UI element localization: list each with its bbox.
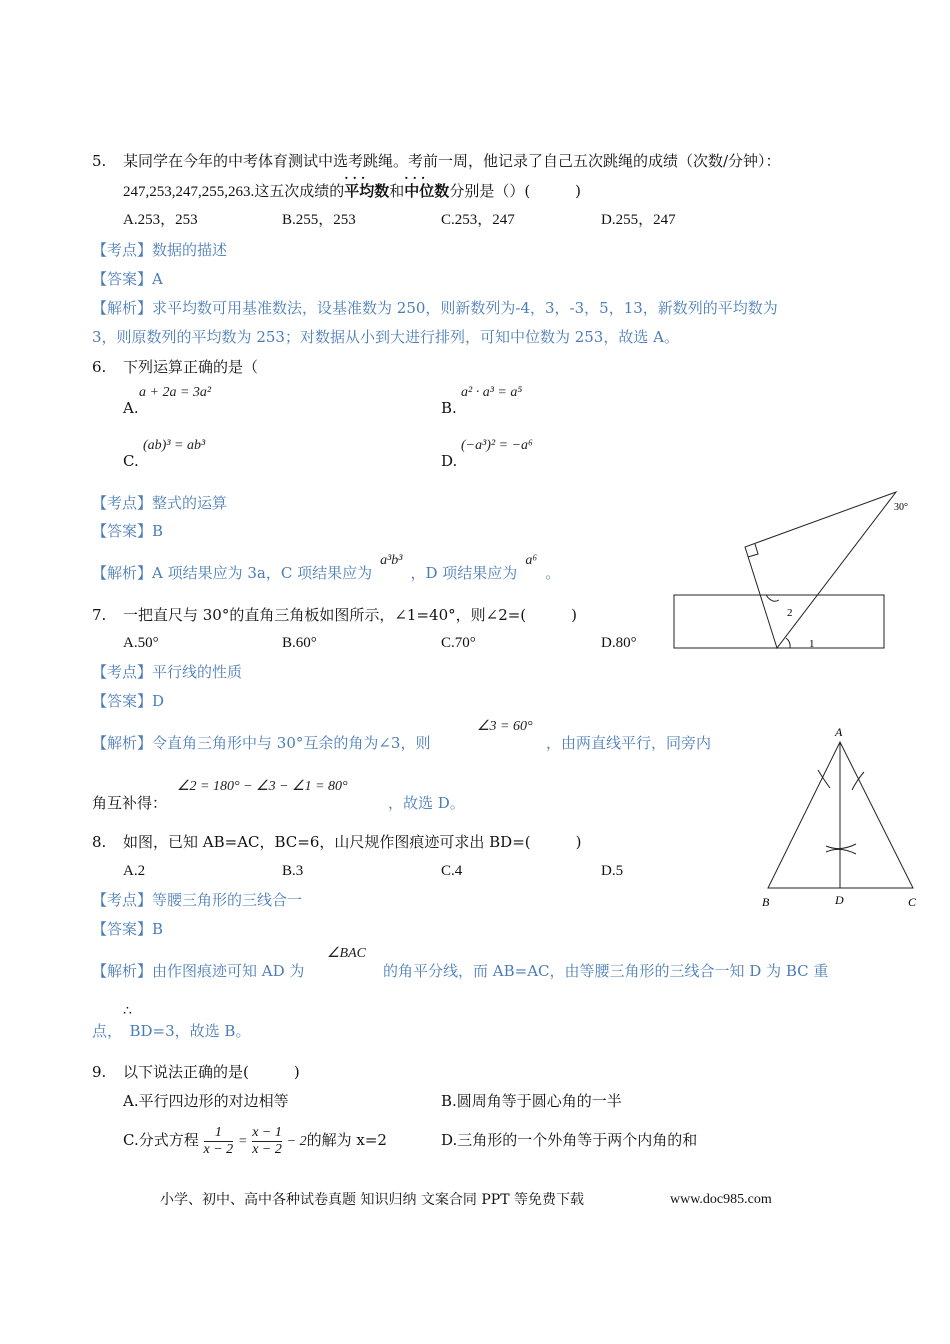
q9-option-c-pre: C.分式方程 bbox=[123, 1131, 199, 1149]
q8-option-a: A.2 bbox=[123, 863, 146, 879]
q6-jiexi-math1: a³b³ bbox=[380, 553, 403, 568]
q8-option-b: B.3 bbox=[282, 863, 304, 879]
q7-stem: 一把直尺与 30°的直角三角板如图所示，∠1=40°，则∠2=( ) bbox=[123, 606, 578, 624]
q8-stem: 如图，已知 AB=AC，BC=6，山尺规作图痕迹可求出 BD=( ) bbox=[123, 833, 582, 851]
q7-option-d: D.80° bbox=[601, 635, 637, 651]
q9-stem: 以下说法正确的是( ) bbox=[123, 1063, 300, 1081]
angle-1-label: 1 bbox=[809, 638, 815, 650]
q7-jiexi-math1: ∠3 = 60° bbox=[477, 719, 533, 734]
q5-tail: 分别是（）( ) bbox=[449, 182, 582, 200]
q6-jiexi-b: ，D 项结果应为 bbox=[410, 564, 518, 582]
q7-jiexi-line2-text: 角互补得： bbox=[92, 794, 168, 812]
q9-frac1-num: 1 bbox=[214, 1125, 222, 1141]
footer-text: 小学、初中、高中各种试卷真题 知识归纳 文案合同 PPT 等免费下载 bbox=[160, 1192, 584, 1208]
q5-option-d: D.255，247 bbox=[601, 212, 676, 228]
q6-label-d: D. bbox=[441, 452, 458, 470]
q7-jiexi-line1-tail: ，由两直线平行，同旁内 bbox=[546, 734, 712, 752]
set-square-triangle bbox=[745, 492, 896, 648]
right-angle-mark bbox=[748, 544, 758, 557]
q5-data: 247,253,247,255,263.这五次成绩的 bbox=[123, 184, 345, 200]
q7-option-a: A.50° bbox=[123, 635, 159, 651]
vertex-b-label: B bbox=[762, 895, 770, 909]
q7-ruler-triangle-figure bbox=[668, 488, 908, 656]
q6-expr-a: a + 2a = 3a² bbox=[139, 385, 212, 400]
q6-label-c: C. bbox=[123, 452, 139, 470]
q6-number: 6. bbox=[92, 358, 107, 376]
q9-frac2-den: x − 2 bbox=[252, 1141, 282, 1157]
q6-jiexi-c: 。 bbox=[545, 564, 561, 582]
point-d-label: D bbox=[835, 893, 844, 907]
q6-answer: 【答案】B bbox=[92, 522, 164, 540]
q7-kaodian: 【考点】平行线的性质 bbox=[92, 663, 243, 681]
q8-number: 8. bbox=[92, 833, 107, 851]
q5-number: 5. bbox=[92, 152, 107, 170]
q7-jiexi-line1-text: 【解析】令直角三角形中与 30°互余的角为∠3，则 bbox=[92, 734, 431, 752]
q9-minus-two: − 2 bbox=[286, 1134, 307, 1149]
angle-1-arc bbox=[786, 638, 790, 648]
cross-arc-1 bbox=[826, 844, 856, 849]
cross-arc-2 bbox=[826, 849, 856, 854]
arc-mark-left bbox=[818, 770, 830, 788]
q5-kaodian: 【考点】数据的描述 bbox=[92, 241, 228, 259]
q9-frac1-den: x − 2 bbox=[203, 1141, 234, 1157]
q9-option-d: D.三角形的一个外角等于两个内角的和 bbox=[441, 1131, 698, 1149]
q7-jiexi-line2-tail: ，故选 D。 bbox=[388, 794, 465, 812]
q8-option-c: C.4 bbox=[441, 863, 463, 879]
q9-option-a: A.平行四边形的对边相等 bbox=[123, 1092, 289, 1110]
angle-2-label: 2 bbox=[787, 607, 793, 619]
q6-label-a: A. bbox=[123, 399, 139, 417]
q6-expr-c: (ab)³ = ab³ bbox=[143, 438, 206, 453]
q7-option-c: C.70° bbox=[441, 635, 476, 651]
q9-equals: = bbox=[237, 1134, 248, 1149]
ruler bbox=[674, 595, 884, 648]
q9-option-c bbox=[123, 1120, 387, 1162]
q8-answer: 【答案】B bbox=[92, 920, 164, 938]
q8-jiexi-line1-tail: 的角平分线，而 AB=AC，由等腰三角形的三线合一知 D 为 BC 重 bbox=[383, 962, 829, 980]
q8-jiexi-line1-text: 【解析】由作图痕迹可知 AD 为 bbox=[92, 962, 305, 980]
q8-kaodian: 【考点】等腰三角形的三线合一 bbox=[92, 891, 303, 909]
q8-option-d: D.5 bbox=[601, 863, 624, 879]
q5-emph-mean: · · · 平均数 bbox=[344, 182, 389, 200]
q6-kaodian: 【考点】整式的运算 bbox=[92, 494, 228, 512]
q8-jiexi-line2: 点， BD=3，故选 B。 bbox=[92, 1022, 251, 1040]
q7-jiexi-math2: ∠2 = 180° − ∠3 − ∠1 = 80° bbox=[177, 779, 348, 794]
q9-frac2-num: x − 1 bbox=[252, 1125, 282, 1141]
angle-2-arc bbox=[766, 595, 779, 601]
q8-therefore-symbol: ∴ bbox=[123, 1003, 132, 1019]
q5-stem-line1: 某同学在今年的中考体育测试中选考跳绳。考前一周，他记录了自己五次跳绳的成绩（次数/分钟）： bbox=[123, 152, 781, 170]
q5-jiexi-line2: 3，则原数列的平均数为 253；对数据从小到大进行排列，可知中位数为 253，故选 A。 bbox=[92, 328, 679, 346]
q5-option-c: C.253，247 bbox=[441, 212, 515, 228]
q5-and: 和 bbox=[389, 182, 405, 200]
q9-option-c-post: 的解为 x=2 bbox=[306, 1131, 387, 1149]
q6-label-b: B. bbox=[441, 399, 457, 417]
q8-isosceles-triangle-figure bbox=[756, 722, 926, 914]
q6-jiexi bbox=[92, 553, 561, 584]
footer-url[interactable]: www.doc985.com bbox=[670, 1192, 772, 1207]
q6-jiexi-math2: a⁶ bbox=[525, 553, 538, 568]
q7-option-b: B.60° bbox=[282, 635, 317, 651]
q6-expr-b: a² · a³ = a⁵ bbox=[461, 385, 523, 400]
q6-expr-d: (−a³)² = −a⁶ bbox=[461, 438, 533, 453]
q5-jiexi-line1: 【解析】求平均数可用基准数法，设基准数为 250，则新数列为-4，3，-3，5，13，新数列的平均数为 bbox=[92, 299, 778, 317]
q5-option-b: B.255，253 bbox=[282, 212, 356, 228]
q5-option-a: A.253，253 bbox=[123, 212, 198, 228]
vertex-a-label: A bbox=[835, 725, 843, 739]
q9-fraction-2 bbox=[252, 1125, 282, 1157]
q5-answer: 【答案】A bbox=[92, 270, 163, 288]
q5-stem-line2 bbox=[123, 182, 581, 201]
q6-stem: 下列运算正确的是（ bbox=[123, 358, 259, 376]
q9-number: 9. bbox=[92, 1063, 107, 1081]
vertex-c-label: C bbox=[908, 895, 917, 909]
q7-answer: 【答案】D bbox=[92, 692, 165, 710]
q8-jiexi-math: ∠BAC bbox=[327, 946, 366, 961]
q7-number: 7. bbox=[92, 606, 107, 624]
angle-30-label: 30° bbox=[894, 502, 908, 513]
q9-fraction-1 bbox=[204, 1125, 234, 1157]
q5-emph-median: · · · 中位数 bbox=[404, 182, 449, 200]
q6-jiexi-a: 【解析】A 项结果应为 3a，C 项结果应为 bbox=[92, 564, 373, 582]
q9-option-b: B.圆周角等于圆心角的一半 bbox=[441, 1092, 622, 1110]
